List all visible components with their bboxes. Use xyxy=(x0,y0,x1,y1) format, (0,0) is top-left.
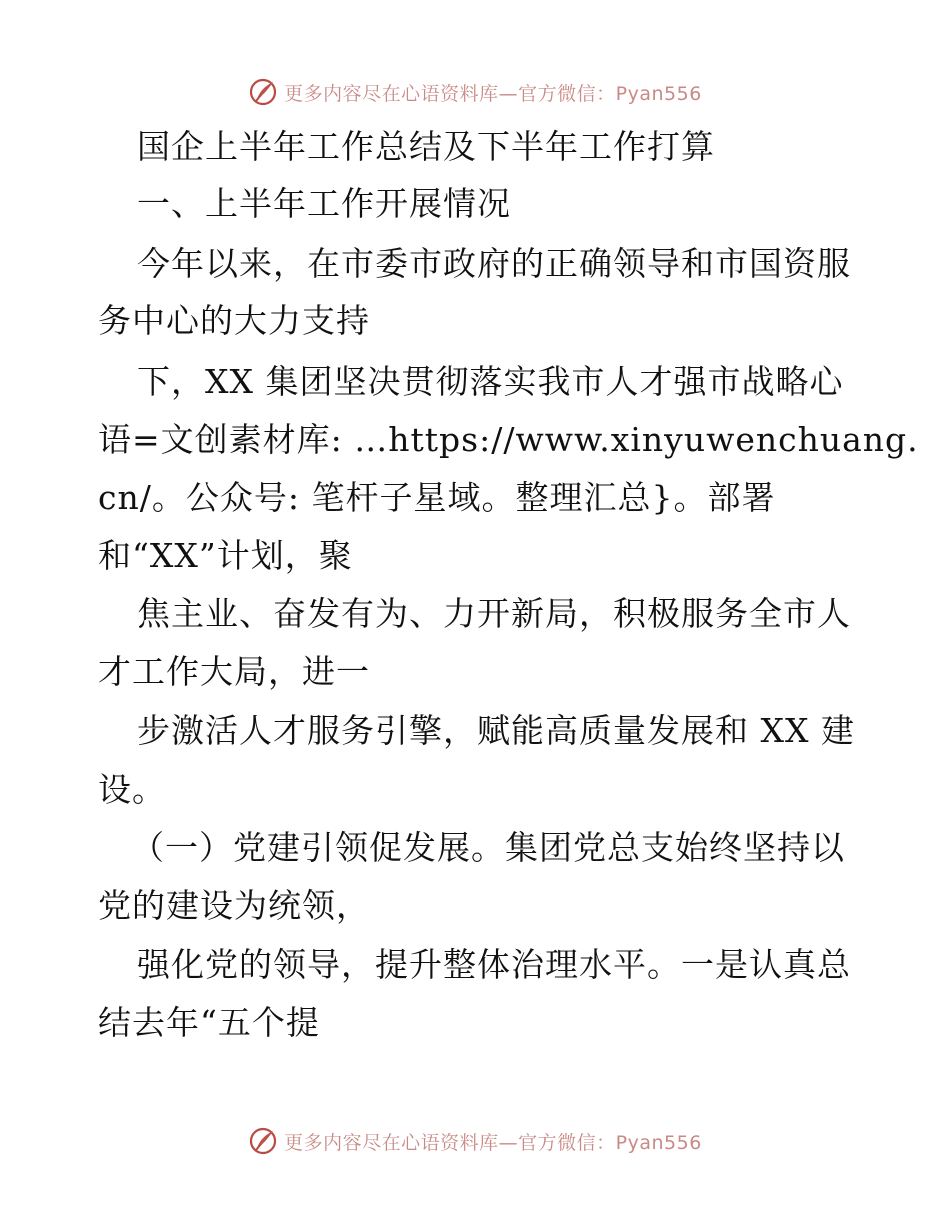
paragraph-line: 焦主业、奋发有为、力开新局，积极服务全市人 xyxy=(137,594,851,633)
subsection-heading: （一）党建引领促发展。集团党总支始终坚持以 xyxy=(131,828,845,867)
footer-watermark xyxy=(0,1121,950,1161)
header-watermark xyxy=(0,72,950,112)
paragraph-line: 设。 xyxy=(98,770,166,809)
paragraph-line: 今年以来，在市委市政府的正确领导和市国资服 xyxy=(137,244,851,283)
feather-pen-logo-icon xyxy=(248,1126,278,1156)
paragraph-line: 和“XX”计划，聚 xyxy=(98,536,353,575)
paragraph-line: 步激活人才服务引擎，赋能高质量发展和 XX 建 xyxy=(137,711,855,750)
paragraph-line: 强化党的领导，提升整体治理水平。一是认真总 xyxy=(137,945,851,984)
paragraph-line: 务中心的大力支持 xyxy=(98,301,370,340)
paragraph-line: 党的建设为统领， xyxy=(98,886,370,925)
paragraph-line: 才工作大局，进一 xyxy=(98,652,370,691)
paragraph-line: 语=文创素材库: …https://www.xinyuwenchuang. xyxy=(98,420,919,459)
document-title: 国企上半年工作总结及下半年工作打算 xyxy=(137,127,715,166)
section-heading: 一、上半年工作开展情况 xyxy=(137,184,511,223)
paragraph-line: 下，XX 集团坚决贯彻落实我市人才强市战略心 xyxy=(137,362,844,401)
feather-pen-logo-icon xyxy=(248,77,278,107)
watermark-text: 更多内容尽在心语资料库—官方微信：Pyan556 xyxy=(284,1131,702,1154)
paragraph-line: cn/。公众号: 笔杆子星域。整理汇总}。部署 xyxy=(98,478,776,517)
paragraph-line: 结去年“五个提 xyxy=(98,1003,320,1042)
watermark-text: 更多内容尽在心语资料库—官方微信：Pyan556 xyxy=(284,82,702,105)
